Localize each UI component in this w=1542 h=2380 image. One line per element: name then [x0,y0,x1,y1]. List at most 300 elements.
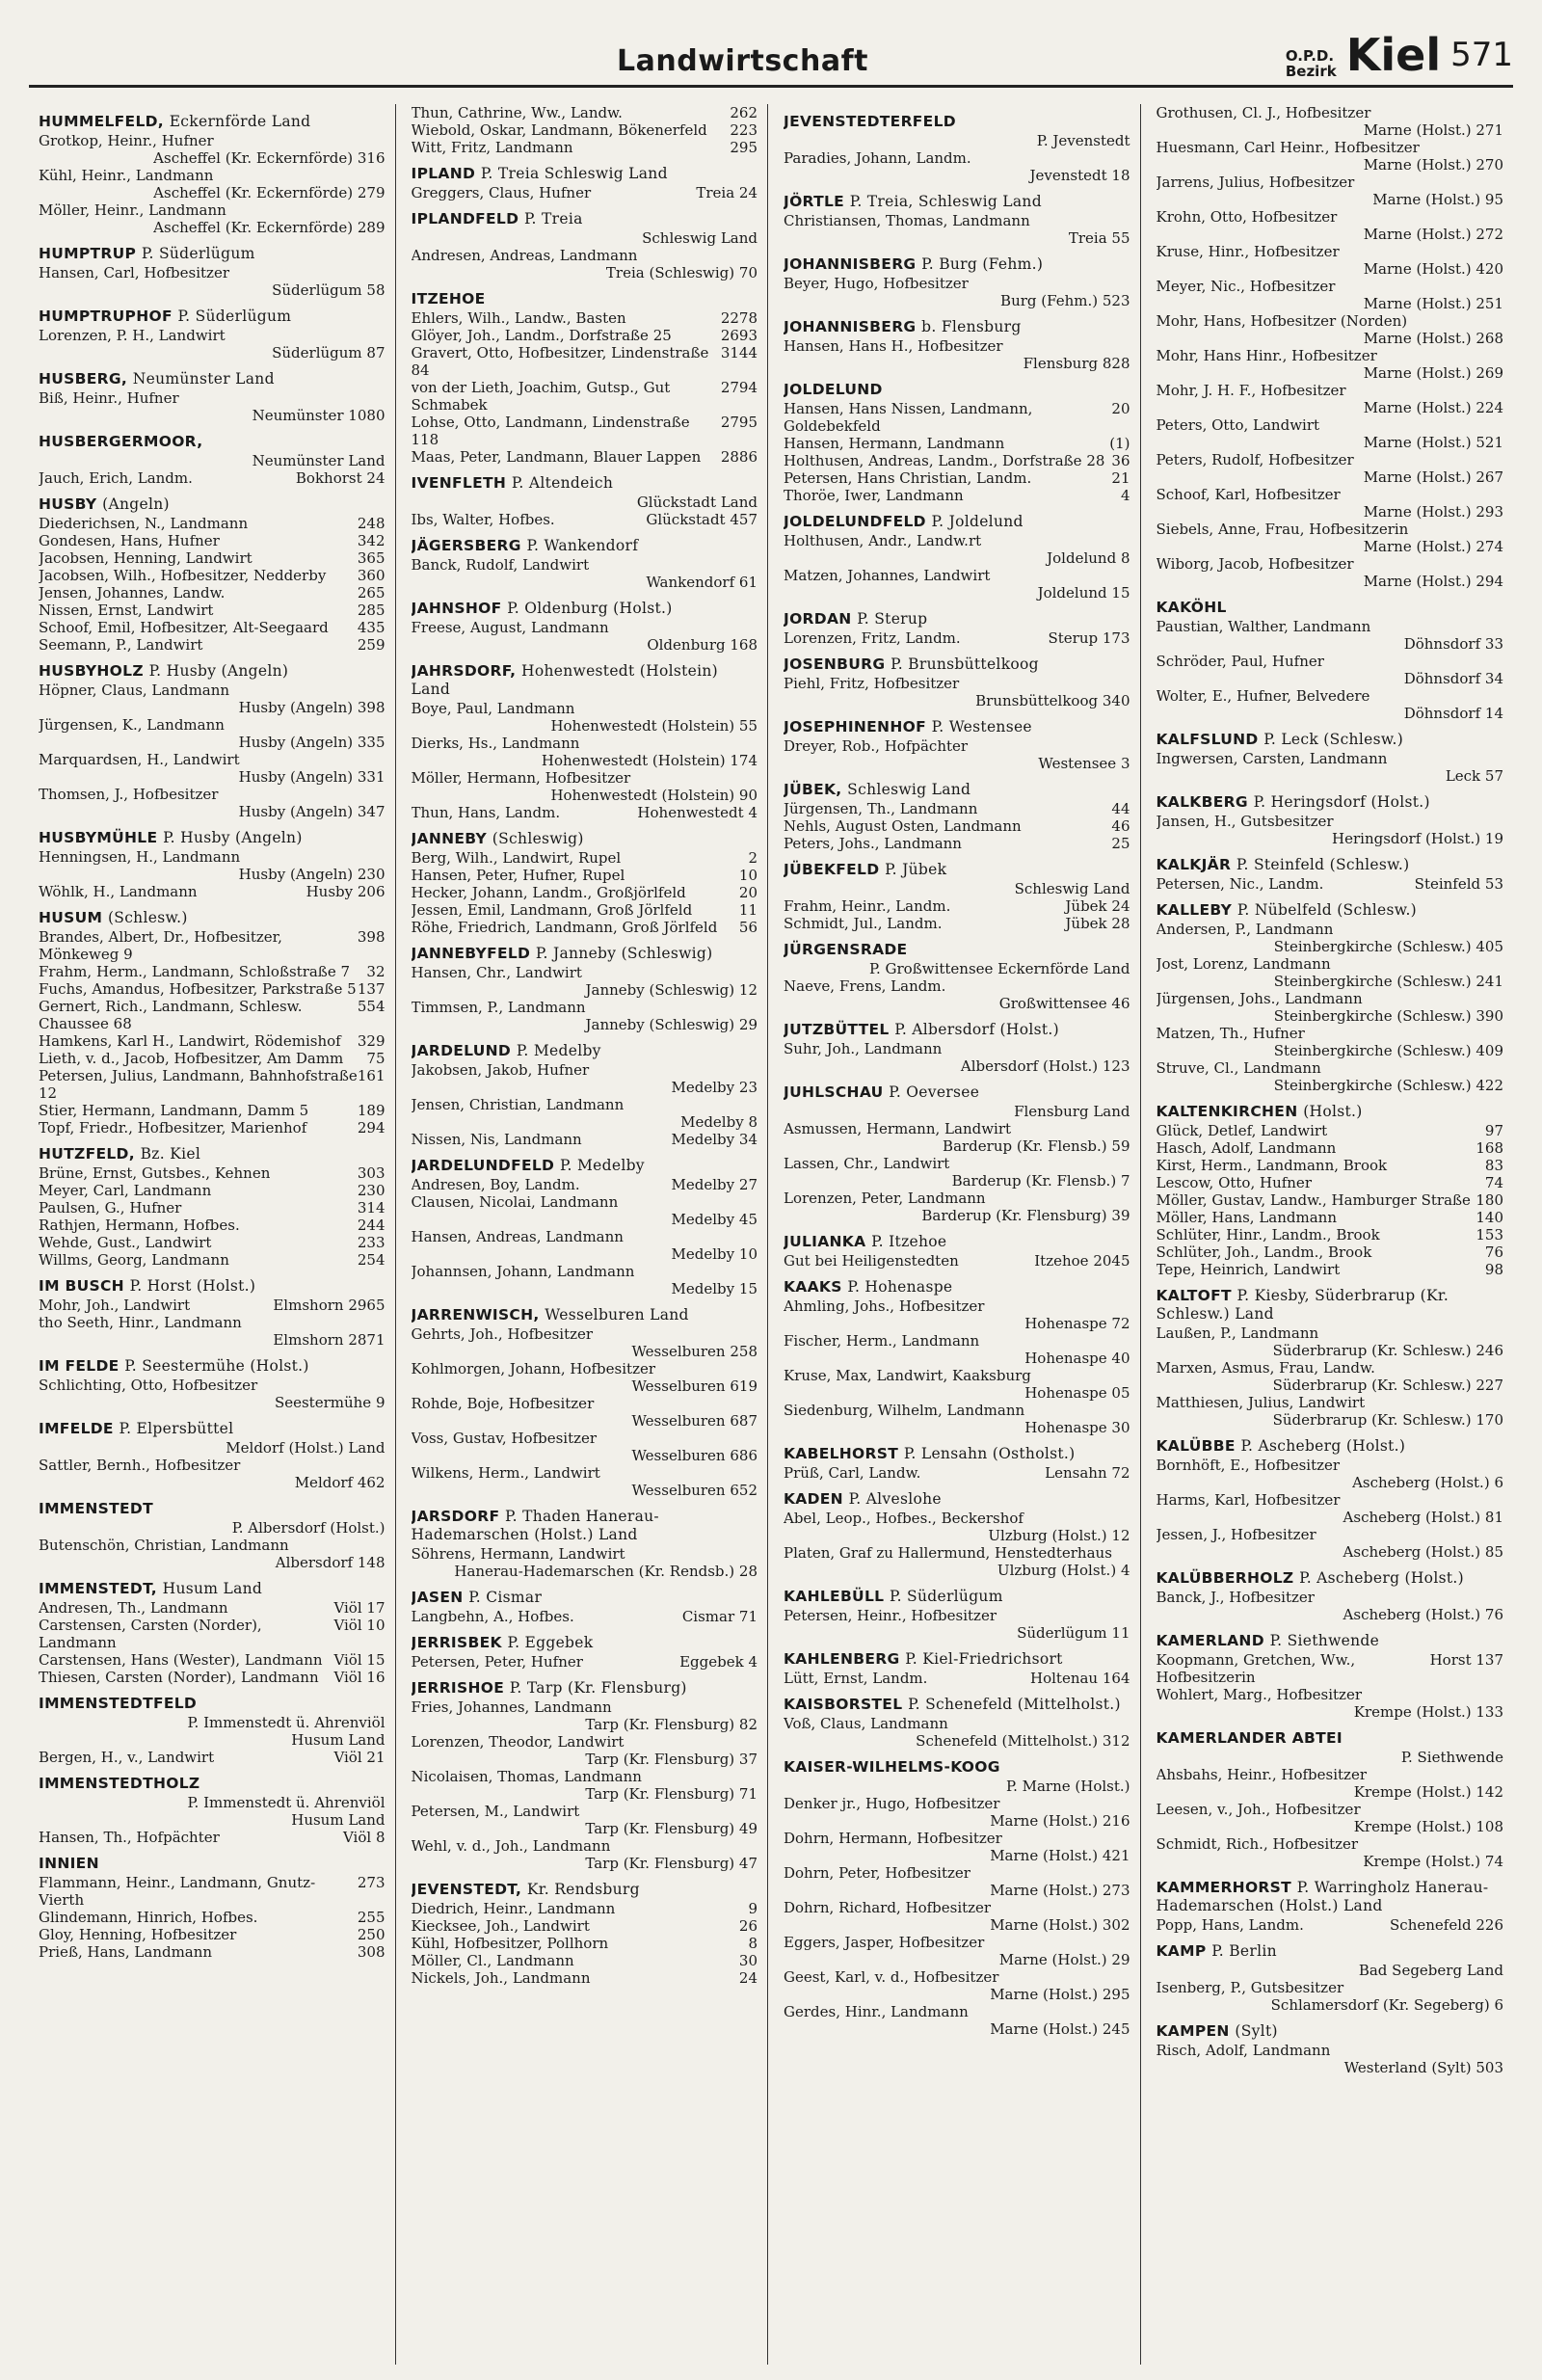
entry-name: Laußen, P., Landmann [1156,1324,1319,1342]
place-heading [784,318,1130,336]
entry-name: Ahmling, Johs., Hofbesitzer [784,1297,985,1315]
entry-name: Holthusen, Andreas, Landm., Dorfstraße 28 [784,452,1105,469]
directory-entry [39,584,386,602]
place-heading [39,662,386,681]
entry-name: Lohse, Otto, Landmann, Lindenstraße 118 [411,414,690,448]
place-postal-info: P. Husby (Angeln) [148,662,289,680]
place-name: KABELHORST [784,1445,899,1462]
place-name: KALKJÄR [1156,856,1232,873]
entry-phone: Cismar 71 [681,1608,758,1625]
entry-phone: 25 [1111,835,1130,852]
entry-location: Medelby 45 [671,1211,758,1228]
entry-location: Marne (Holst.) 271 [1363,121,1503,139]
directory-entry [412,1228,758,1263]
place-heading [39,1775,386,1793]
directory-entry [39,452,386,469]
entry-location: Neumünster 1080 [252,407,386,424]
directory-entry [1156,955,1504,990]
directory-entry [412,1698,758,1733]
place-heading [1156,901,1504,920]
entry-location: Joldelund 15 [1037,584,1130,602]
directory-entry [39,1314,386,1349]
place-heading [39,1357,386,1376]
entry-phone: 303 [357,1164,386,1182]
entry-name: Peters, Johs., Landmann [784,835,962,852]
place-postal-info: Schleswig Land [847,781,971,798]
entry-phone: 262 [730,104,758,121]
entry-name: Freese, August, Landmann [411,619,609,636]
place-name: HUMPTRUP [39,245,137,262]
place-heading [1156,1569,1504,1588]
entry-name: Frahm, Herm., Landmann, Schloßstraße 7 [39,963,351,980]
place-name: JOHANNISBERG [784,255,917,273]
place-heading [39,370,386,388]
entry-name: Rohde, Boje, Hofbesitzer [411,1395,595,1412]
entry-location: Wesselburen 258 [631,1343,758,1360]
entry-location: Albersdorf (Holst.) 123 [960,1057,1130,1075]
place-heading [412,1042,758,1060]
directory-entry [412,1969,758,1987]
entry-name: Mohr, Hans, Hofbesitzer (Norden) [1156,312,1408,330]
place-postal-info: P. Brunsbüttelkoog [891,655,1039,673]
place-postal-info: P. Treia, Schleswig Land [849,193,1042,210]
place-name: JEVENSTEDT, [411,1881,522,1898]
directory-entry [1156,243,1504,278]
entry-phone: Treia 24 [696,184,758,201]
place-name: IM BUSCH [39,1277,124,1295]
directory-entry [784,1968,1130,2003]
directory-entry [412,1263,758,1297]
entry-location: P. Siethwende [1400,1749,1503,1766]
directory-entry [412,309,758,327]
entry-phone: 230 [357,1182,386,1199]
entry-phone: 11 [738,901,758,919]
entry-location: Steinbergkirche (Schlesw.) 390 [1273,1007,1503,1025]
entry-name: Witt, Fritz, Landmann [411,139,573,156]
directory-entry [39,1217,386,1234]
directory-entry [39,264,386,299]
entry-name: Möller, Cl., Landmann [411,1952,574,1969]
entry-name: Nehls, August Osten, Landmann [784,817,1022,835]
place-heading [784,781,1130,799]
directory-entry [39,1617,386,1651]
place-heading [784,255,1130,274]
directory-column-3 [784,104,1141,2365]
directory-entry [784,1040,1130,1075]
directory-entry [39,1297,386,1314]
place-postal-info: P. Nübelfeld (Schlesw.) [1236,901,1418,919]
place-heading [412,537,758,555]
entry-name: Eggers, Jasper, Hofbesitzer [784,1934,985,1951]
directory-entry [412,1768,758,1803]
entry-name: Hansen, Chr., Landwirt [411,964,582,981]
directory-entry [39,549,386,567]
entry-location: P. Marne (Holst.) [1006,1778,1130,1795]
directory-entry [784,2003,1130,2038]
place-postal-info: P. Husby (Angeln) [163,829,303,846]
entry-location: Krempe (Holst.) 133 [1353,1703,1503,1721]
directory-entry [412,494,758,511]
entry-location: Marne (Holst.) 293 [1363,503,1503,521]
entry-location: Hohenwestedt (Holstein) 174 [541,752,758,769]
place-postal-info: P. Lensahn (Ostholst.) [903,1445,1076,1462]
directory-entry [784,1103,1130,1120]
place-name: KAMMERHORST [1156,1879,1291,1896]
entry-location: Schleswig Land [1014,880,1130,897]
directory-entry [412,1325,758,1360]
directory-entry [39,1050,386,1067]
directory-entry [412,964,758,999]
place-heading [412,210,758,228]
directory-entry [39,1651,386,1669]
entry-name: Banck, J., Hofbesitzer [1156,1589,1315,1606]
entry-location: P. Albersdorf (Holst.) [231,1519,386,1537]
directory-entry [412,1430,758,1464]
place-heading [412,1589,758,1607]
directory-entry [412,1395,758,1430]
entry-name: Hansen, Andreas, Landmann [411,1228,624,1245]
place-name: KAHLEBÜLL [784,1588,885,1605]
directory-entry [412,1917,758,1935]
place-heading [1156,1103,1504,1121]
entry-location: Süderlügum 11 [1017,1624,1130,1642]
place-postal-info: P. Kiel-Friedrichsort [905,1650,1063,1668]
entry-phone: 20 [1111,400,1130,417]
entry-name: Grotkop, Heinr., Hufner [39,132,214,149]
directory-entry [784,977,1130,1012]
directory-entry [39,1926,386,1943]
entry-name: Jarrens, Julius, Hofbesitzer [1156,174,1355,191]
entry-location: Husum Land [291,1811,386,1829]
directory-entry [39,716,386,751]
entry-location: Hohenwestedt (Holstein) 90 [550,787,758,804]
entry-location: Marne (Holst.) 268 [1363,330,1503,347]
entry-name: Brüne, Ernst, Gutsbes., Kehnen [39,1164,271,1182]
directory-entry [784,1402,1130,1436]
entry-name: von der Lieth, Joachim, Gutsp., Gut Schmabek [411,379,671,414]
entry-name: Meyer, Nic., Hofbesitzer [1156,278,1336,295]
entry-location: Ascheberg (Holst.) 85 [1343,1543,1503,1561]
entry-name: Gondesen, Hans, Hufner [39,532,220,549]
entry-phone: Bokhorst 24 [295,469,386,487]
place-postal-info: P. Elpersbüttel [119,1420,234,1437]
entry-name: Söhrens, Hermann, Landwirt [411,1545,625,1563]
place-heading [784,1758,1130,1777]
place-name: KAISER-WILHELMS-KOOG [784,1758,1000,1776]
entry-phone: Jübek 24 [1065,897,1130,915]
directory-entry [39,1457,386,1491]
directory-entry [39,1811,386,1829]
directory-entry [784,675,1130,709]
place-postal-info: P. Alveslohe [848,1490,942,1508]
entry-phone: 75 [366,1050,386,1067]
entry-phone: Steinfeld 53 [1414,875,1503,893]
entry-phone: 265 [357,584,386,602]
place-postal-info: P. Itzehoe [871,1233,947,1250]
entry-location: Wesselburen 652 [631,1482,758,1499]
place-heading [412,165,758,183]
place-postal-info: P. Medelby [559,1157,645,1174]
entry-name: Risch, Adolf, Landmann [1156,2042,1331,2059]
header-opd-block [1286,48,1337,79]
place-postal-info: P. Ascheberg (Holst.) [1299,1569,1464,1587]
entry-location: Ascheffel (Kr. Eckernförde) 279 [153,184,386,201]
entry-location: Schlamersdorf (Kr. Segeberg) 6 [1270,1996,1503,2014]
place-postal-info: P. Treia [523,210,583,227]
directory-entry [784,469,1130,487]
entry-location: Marne (Holst.) 302 [990,1916,1130,1934]
directory-entry [39,1067,386,1102]
entry-location: Brunsbüttelkoog 340 [975,692,1130,709]
entry-name: Marxen, Asmus, Frau, Landw. [1156,1359,1375,1377]
place-heading [1156,1729,1504,1748]
entry-name: Voß, Claus, Landmann [784,1715,948,1732]
entry-name: Jost, Lorenz, Landmann [1156,955,1331,973]
place-postal-info: Neumünster Land [132,370,275,388]
place-name: JARDELUND [411,1042,512,1059]
place-postal-info: P. Steinfeld (Schlesw.) [1236,856,1410,873]
entry-phone: 20 [738,884,758,901]
place-heading [784,941,1130,959]
entry-name: Kirst, Herm., Landmann, Brook [1156,1157,1388,1174]
entry-phone: Eggebek 4 [679,1653,758,1671]
directory-entry [39,1874,386,1909]
directory-entry [39,636,386,654]
directory-entry [1156,312,1504,347]
directory-entry [412,327,758,344]
directory-entry [1156,813,1504,847]
directory-entry [412,139,758,156]
entry-name: Hansen, Peter, Hufner, Rupel [411,867,625,884]
entry-name: Fries, Johannes, Landmann [411,1698,612,1716]
place-heading [39,495,386,514]
place-heading [412,1679,758,1698]
entry-location: Döhnsdorf 14 [1403,705,1503,722]
directory-entry [1156,1394,1504,1429]
directory-entry [1156,687,1504,722]
entry-phone: Jübek 28 [1065,915,1130,932]
entry-name: Voss, Gustav, Hofbesitzer [411,1430,598,1447]
directory-entry [39,1182,386,1199]
entry-phone: 9 [748,1900,758,1917]
place-heading [784,193,1130,211]
place-name: JÄGERSBERG [411,537,521,554]
place-postal-info: P. Horst (Holst.) [129,1277,256,1295]
entry-name: Greggers, Claus, Hufner [411,184,592,201]
directory-entry [784,897,1130,915]
entry-location: Marne (Holst.) 272 [1363,226,1503,243]
directory-entry [412,1952,758,1969]
directory-entry [1156,1059,1504,1094]
entry-name: Isenberg, P., Gutsbesitzer [1156,1979,1344,1996]
directory-entry [412,448,758,466]
place-heading [784,513,1130,531]
entry-phone: 223 [730,121,758,139]
entry-location: Ascheberg (Holst.) 81 [1343,1509,1503,1526]
directory-entry [39,532,386,549]
entry-phone: 26 [738,1917,758,1935]
directory-entry [39,1251,386,1269]
place-heading [784,1650,1130,1669]
directory-entry [39,928,386,963]
entry-phone: 233 [357,1234,386,1251]
entry-name: Petersen, Heinr., Hofbesitzer [784,1607,997,1624]
entry-location: Marne (Holst.) 269 [1363,364,1503,382]
entry-location: Wankendorf 61 [646,574,758,591]
entry-phone: 294 [357,1119,386,1137]
directory-entry [1156,1526,1504,1561]
directory-entry [412,804,758,821]
entry-name: Petersen, Peter, Hufner [411,1653,583,1671]
entry-location: Leck 57 [1445,767,1503,785]
directory-entry [784,1795,1130,1830]
entry-name: Lassen, Chr., Landwirt [784,1155,950,1172]
entry-name: Banck, Rudolf, Landwirt [411,556,590,574]
place-name: INNIEN [39,1855,99,1872]
entry-name: Andresen, Boy, Landm. [411,1176,580,1193]
entry-phone: 554 [357,998,386,1015]
directory-entry [784,800,1130,817]
place-name: JERRISHOE [411,1679,505,1697]
entry-location: Süderlügum 58 [272,281,386,299]
entry-phone: 74 [1484,1174,1503,1191]
place-heading [784,1696,1130,1714]
entry-name: Abel, Leop., Hofbes., Beckershof [784,1510,1024,1527]
entry-name: Thun, Cathrine, Ww., Landw. [411,104,623,121]
place-postal-info: P. Treia Schleswig Land [480,165,668,182]
header-city: Kiel [1345,29,1442,81]
place-name: HUSBERG, [39,370,128,388]
place-heading [784,1021,1130,1039]
entry-phone: 44 [1111,800,1130,817]
entry-name: Wilkens, Herm., Landwirt [411,1464,600,1482]
entry-name: Matzen, Th., Hufner [1156,1025,1305,1042]
entry-phone: Glückstadt 457 [646,511,758,528]
entry-location: Steinbergkirche (Schlesw.) 409 [1273,1042,1503,1059]
entry-name: Wiborg, Jacob, Hofbesitzer [1156,555,1354,573]
directory-entry [784,1778,1130,1795]
directory-entry [39,1749,386,1766]
directory-entry [39,132,386,167]
place-name: IMMENSTEDTFELD [39,1695,198,1712]
place-heading [39,308,386,326]
directory-entry [412,867,758,884]
entry-location: Westensee 3 [1038,755,1130,772]
entry-location: Meldorf (Holst.) Land [226,1439,386,1457]
entry-name: Glindemann, Hinrich, Hofbes. [39,1909,258,1926]
entry-name: Wohlert, Marg., Hofbesitzer [1156,1686,1362,1703]
entry-phone: 21 [1111,469,1130,487]
header-opd: O.P.D. [1285,47,1335,65]
entry-location: Husby (Angeln) 335 [238,734,386,751]
place-heading [39,829,386,847]
place-name: HUSBERGERMOOR, [39,433,203,450]
entry-name: Wiebold, Oskar, Landmann, Bökenerfeld [411,121,707,139]
directory-entry [39,515,386,532]
entry-location: Marne (Holst.) 245 [990,2020,1130,2038]
entry-name: Peters, Rudolf, Hofbesitzer [1156,451,1354,468]
place-name: JOSEPHINENHOF [784,718,926,735]
entry-name: Nicolaisen, Thomas, Landmann [411,1768,642,1785]
place-name: ITZEHOE [411,290,486,308]
directory-entry [784,275,1130,309]
place-heading [412,600,758,618]
directory-entry [1156,1457,1504,1491]
entry-phone: Viöl 17 [333,1599,386,1617]
place-name: JOLDELUNDFELD [784,513,926,530]
directory-entry [39,998,386,1032]
directory-entry [1156,1324,1504,1359]
place-name: KAISBORSTEL [784,1696,903,1713]
page-title: Landwirtschaft [617,44,868,78]
entry-location: Krempe (Holst.) 74 [1363,1853,1503,1870]
entry-phone: 2 [748,849,758,867]
place-heading [1156,793,1504,812]
entry-phone: 76 [1484,1243,1503,1261]
entry-phone: 36 [1111,452,1130,469]
entry-phone: Viöl 8 [342,1829,386,1846]
place-heading [412,1508,758,1544]
directory-entry [412,1131,758,1148]
entry-name: Biß, Heinr., Hufner [39,389,179,407]
entry-name: Petersen, Julius, Landmann, Bahnhofstraße 12 [39,1067,358,1102]
directory-entry [39,1829,386,1846]
entry-phone: 244 [357,1217,386,1234]
entry-location: Neumünster Land [252,452,386,469]
place-name: JUTZBÜTTEL [784,1021,890,1038]
entry-location: Flensburg Land [1014,1103,1130,1120]
place-name: IVENFLETH [411,474,507,492]
directory-entry [39,682,386,716]
entry-location: Steinbergkirche (Schlesw.) 241 [1273,973,1503,990]
directory-entry [412,999,758,1033]
entry-name: Johannsen, Johann, Landmann [411,1263,635,1280]
place-postal-info: Husum Land [162,1580,263,1597]
directory-entry [784,835,1130,852]
directory-entry [1156,1243,1504,1261]
entry-name: Jessen, J., Hofbesitzer [1156,1526,1316,1543]
entry-name: Fuchs, Amandus, Hofbesitzer, Parkstraße 5 [39,980,357,998]
entry-name: Wehl, v. d., Joh., Landmann [411,1837,611,1855]
entry-phone: 365 [357,549,386,567]
place-name: KAMP [1156,1942,1207,1960]
place-postal-info: P. Warringholz Hanerau-Hademarschen (Holst.) Land [1156,1879,1489,1914]
entry-name: Hasch, Adolf, Landmann [1156,1139,1337,1157]
directory-entry [412,919,758,936]
entry-name: Butenschön, Christian, Landmann [39,1537,289,1554]
directory-entry [412,735,758,769]
directory-entry [1156,990,1504,1025]
entry-name: Hansen, Carl, Hofbesitzer [39,264,229,281]
directory-entry [412,1464,758,1499]
place-name: JÜBEK, [784,781,842,798]
entry-name: Möller, Hermann, Hofbesitzer [411,769,631,787]
directory-entry [784,1607,1130,1642]
entry-name: Fischer, Herm., Landmann [784,1332,980,1350]
directory-entry [412,884,758,901]
place-heading [39,1500,386,1518]
entry-name: Thomsen, J., Hofbesitzer [39,786,219,803]
directory-entry [412,104,758,121]
directory-entry [39,1714,386,1731]
entry-phone: Sterup 173 [1048,629,1130,647]
entry-name: Schlüter, Hinr., Landm., Brook [1156,1226,1380,1243]
directory-entry [784,1332,1130,1367]
entry-name: Jacobsen, Wilh., Hofbesitzer, Nedderby [39,567,327,584]
directory-entry [39,1164,386,1182]
place-name: JARSDORF [411,1508,500,1525]
place-name: JARRENWISCH, [411,1306,540,1324]
